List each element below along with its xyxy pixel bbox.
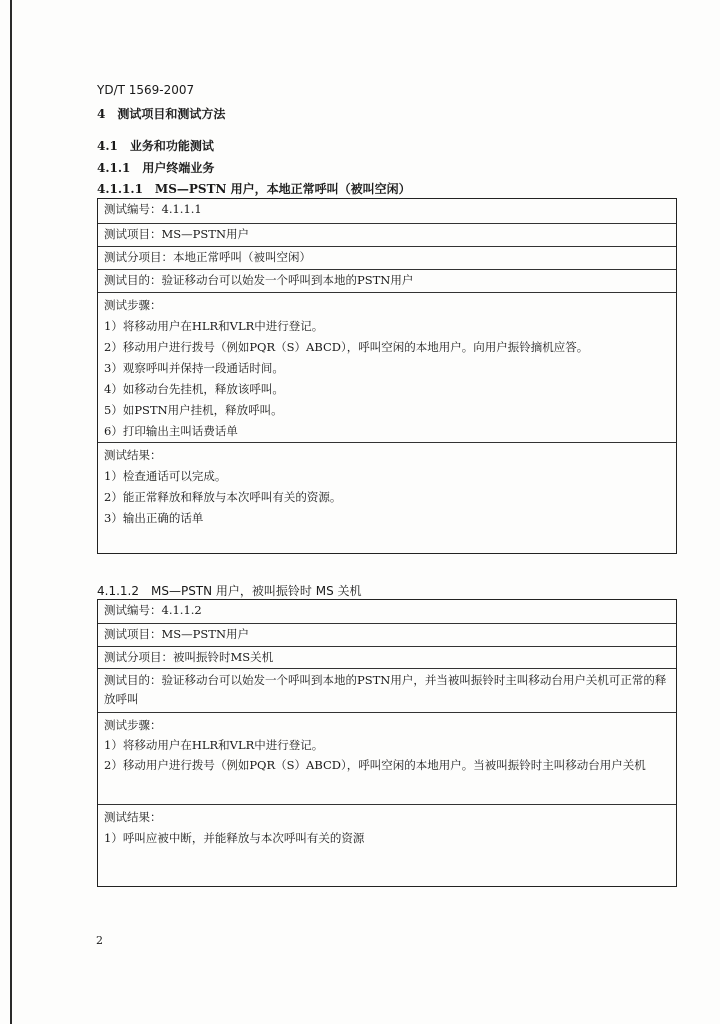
results-label: 测试结果：	[104, 448, 162, 462]
test-purpose-row: 测试目的：验证移动台可以始发一个呼叫到本地的PSTN用户，并当被叫振铃时主叫移动台用户关机可正常的释放呼叫	[98, 669, 676, 713]
step-line: 3）观察呼叫并保持一段通话时间。	[104, 361, 284, 375]
test-steps-block	[98, 713, 676, 805]
test-purpose-row: 测试目的：验证移动台可以始发一个呼叫到本地的PSTN用户	[98, 270, 676, 293]
test-results-block	[98, 805, 676, 851]
test-results-block	[98, 443, 676, 531]
section-heading-4-1-1-2: 4.1.1.2 MS—PSTN 用户，被叫振铃时 MS 关机	[97, 584, 362, 598]
test-subitem-row: 测试分项目：本地正常呼叫（被叫空闲）	[98, 247, 676, 270]
test-subitem-row: 测试分项目：被叫振铃时MS关机	[98, 647, 676, 669]
chapter-heading: 4 测试项目和测试方法	[97, 107, 226, 121]
test-item-row: 测试项目：MS—PSTN用户	[98, 624, 676, 647]
test-steps-block	[98, 293, 676, 443]
step-line: 2）移动用户进行拨号（例如PQR（S）ABCD），呼叫空闲的本地用户。当被叫振铃时主叫移动台用户关机	[104, 758, 646, 772]
steps-label: 测试步骤：	[104, 718, 162, 732]
results-label: 测试结果：	[104, 810, 162, 824]
step-line: 1）将移动用户在HLR和VLR中进行登记。	[104, 319, 324, 333]
step-line: 2）移动用户进行拨号（例如PQR（S）ABCD），呼叫空闲的本地用户。向用户振铃摘机应答。	[104, 340, 589, 354]
steps-label: 测试步骤：	[104, 298, 162, 312]
test-table-4-1-1-1	[97, 198, 677, 554]
step-line: 1）将移动用户在HLR和VLR中进行登记。	[104, 738, 324, 752]
section-heading-4-1-1: 4.1.1 用户终端业务	[97, 161, 215, 175]
standard-number: YD/T 1569-2007	[97, 83, 195, 97]
step-line: 5）如PSTN用户挂机，释放呼叫。	[104, 403, 283, 417]
section-heading-4-1-1-1: 4.1.1.1 MS—PSTN 用户，本地正常呼叫（被叫空闲）	[97, 182, 411, 196]
test-table-4-1-1-2	[97, 599, 677, 887]
page-number: 2	[96, 934, 103, 947]
section-heading-4-1: 4.1 业务和功能测试	[97, 139, 214, 153]
step-line: 6）打印输出主叫话费话单	[104, 424, 238, 438]
step-line: 4）如移动台先挂机，释放该呼叫。	[104, 382, 284, 396]
test-item-row: 测试项目：MS—PSTN用户	[98, 224, 676, 247]
page-binding-edge	[10, 0, 12, 1024]
result-line: 3）输出正确的话单	[104, 511, 204, 525]
result-line: 1）呼叫应被中断，并能释放与本次呼叫有关的资源	[104, 831, 365, 845]
test-number-row: 测试编号：4.1.1.2	[98, 600, 676, 624]
test-number-row: 测试编号：4.1.1.1	[98, 199, 676, 224]
result-line: 2）能正常释放和释放与本次呼叫有关的资源。	[104, 490, 342, 504]
result-line: 1）检查通话可以完成。	[104, 469, 227, 483]
